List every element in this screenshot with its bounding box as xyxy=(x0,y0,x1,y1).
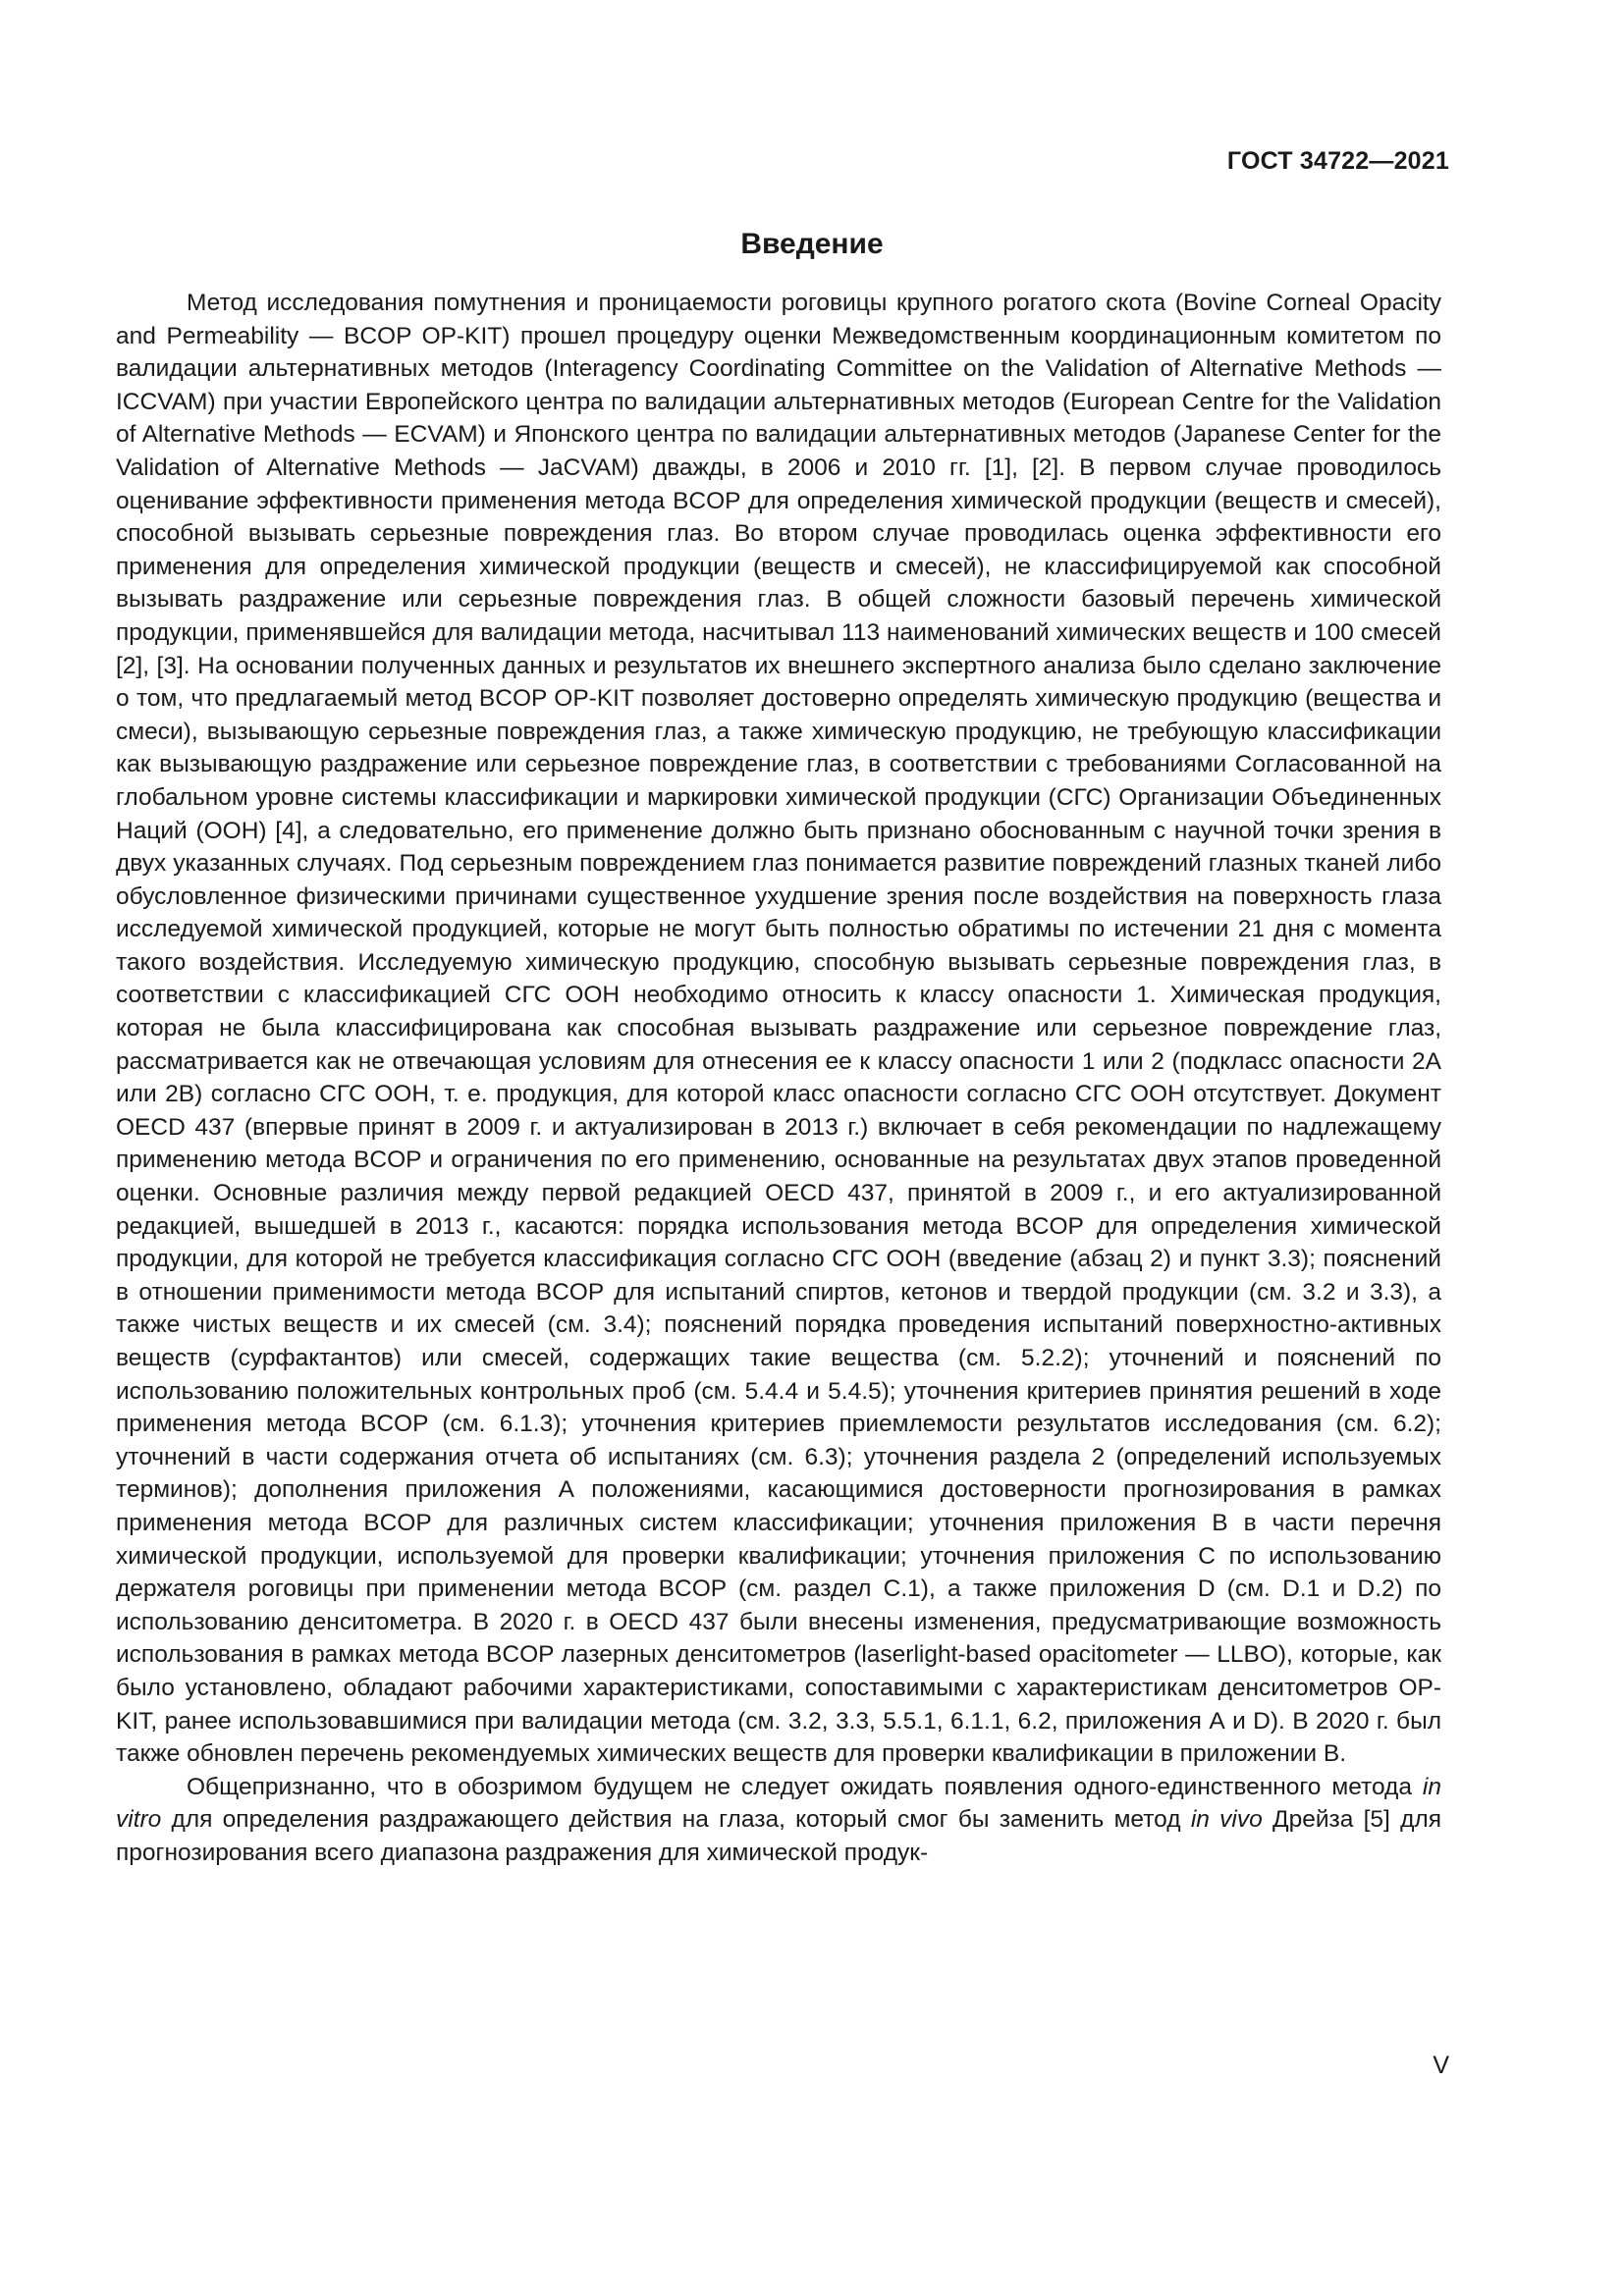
paragraph-2-text-b: для определения раздражающего действия на глаза, который смог бы заменить метод xyxy=(161,1806,1191,1834)
document-body xyxy=(116,287,1441,1870)
paragraph-2 xyxy=(116,1771,1441,1870)
paragraph-2-text-a: Общепризнанно, что в обозримом будущем не следует ожидать появления одного-единственного метода xyxy=(187,1773,1423,1800)
document-code: ГОСТ 34722—2021 xyxy=(1226,147,1449,175)
section-title: Введение xyxy=(740,228,884,260)
paragraph-1: Метод исследования помутнения и проницаемости роговицы крупного рогатого скота (Bovine Corneal Opacity and Permeability — BCOP OP-KIT) прошел процедуру оценки Межведомственным координационным комитетом по валидации альтернативных методов (Interagency Coordinating Committee on the Validation of Alternative Methods — ICCVAM) при участии Европейского центра по валидации альтернативных методов (European Centre for the Validation of Alternative Methods — ECVAM) и Японского центра по валидации альтернативных методов (Japanese Center for the Validation of Alternative Methods — JaCVAM) дважды, в 2006 и 2010 гг. [1], [2]. В первом случае проводилось оценивание эффективности применения метода BCOP для определения химической продукции (веществ и смесей), способной вызывать серьезные повреждения глаз. Во втором случае проводилась оценка эффективности его применения для определения химической продукции (веществ и смесей), не классифицируемой как способной вызывать раздражение или серьезные повреждения глаз. В общей сложности базовый перечень химической продукции, применявшейся для валидации метода, насчитывал 113 наименований химических веществ и 100 смесей [2], [3]. На основании полученных данных и результатов их внешнего экспертного анализа было сделано заключение о том, что предлагаемый метод BCOP OP-KIT позволяет достоверно определять химическую продукцию (вещества и смеси), вызывающую серьезные повреждения глаз, а также химическую продукцию, не требующую классификации как вызывающую раздражение или серьезное повреждение глаз, в соответствии с требованиями Согласованной на глобальном уровне системы классификации и маркировки химической продукции (СГС) Организации Объединенных Наций (ООН) [4], а следовательно, его применение должно быть признано обоснованным с научной точки зрения в двух указанных случаях. Под серьезным повреждением глаз понимается развитие повреждений глазных тканей либо обусловленное физическими причинами существенное ухудшение зрения после воздействия на поверхность глаза исследуемой химической продукцией, которые не могут быть полностью обратимы по истечении 21 дня с момента такого воздействия. Исследуемую химическую продукцию, способную вызывать серьезные повреждения глаз, в соответствии с классификацией СГС ООН необходимо относить к классу опасности 1. Химическая продукция, которая не была классифицирована как способная вызывать раздражение или серьезное повреждение глаз, рассматривается как не отвечающая условиям для отнесения ее к классу опасности 1 или 2 (подкласс опасности 2А или 2В) согласно СГС ООН, т. е. продукция, для которой класс опасности согласно СГС ООН отсутствует. Документ OECD 437 (впервые принят в 2009 г. и актуализирован в 2013 г.) включает в себя рекомендации по надлежащему применению метода BCOP и ограничения по его применению, основанные на результатах двух этапов проведенной оценки. Основные различия между первой редакцией OECD 437, принятой в 2009 г., и его актуализированной редакцией, вышедшей в 2013 г., касаются: порядка использования метода BCOP для определения химической продукции, для которой не требуется классификация согласно СГС ООН (введение (абзац 2) и пункт 3.3); пояснений в отношении применимости метода BCOP для испытаний спиртов, кетонов и твердой продукции (см. 3.2 и 3.3), а также чистых веществ и их смесей (см. 3.4); пояснений порядка проведения испытаний поверхностно-активных веществ (сурфактантов) или смесей, содержащих такие вещества (см. 5.2.2); уточнений и пояснений по использованию положительных контрольных проб (см. 5.4.4 и 5.4.5); уточнения критериев принятия решений в ходе применения метода BCOP (см. 6.1.3); уточнения критериев приемлемости результатов исследования (см. 6.2); уточнений в части содержания отчета об испытаниях (см. 6.3); уточнения раздела 2 (определений используемых терминов); дополнения приложения А положениями, касающимися достоверности прогнозирования в рамках применения метода BCOP для различных систем классификации; уточнения приложения В в части перечня химической продукции, используемой для проверки квалификации; уточнения приложения С по использованию держателя роговицы при применении метода BCOP (см. раздел С.1), а также приложения D (см. D.1 и D.2) по использованию денситометра. В 2020 г. в OECD 437 были внесены изменения, предусматривающие возможность использования в рамках метода BCOP лазерных денситометров (laserlight-based opacitometer — LLBO), которые, как было установлено, обладают рабочими характеристиками, сопоставимыми с характеристикам денситометров OP-KIT, ранее использовавшимися при валидации метода (см. 3.2, 3.3, 5.5.1, 6.1.1, 6.2, приложения А и D). В 2020 г. был также обновлен перечень рекомендуемых химических веществ для проверки квалификации в приложении В. xyxy=(116,290,1441,1768)
italic-term-in-vivo: in vivo xyxy=(1190,1806,1263,1834)
paragraph-2-text-c: Дрейза [5] для прогнозирования всего диапазона раздражения для химической продук- xyxy=(116,1806,1441,1866)
page-number: V xyxy=(1433,2052,1449,2079)
italic-term-in-vitro: in vitro xyxy=(116,1773,1441,1834)
